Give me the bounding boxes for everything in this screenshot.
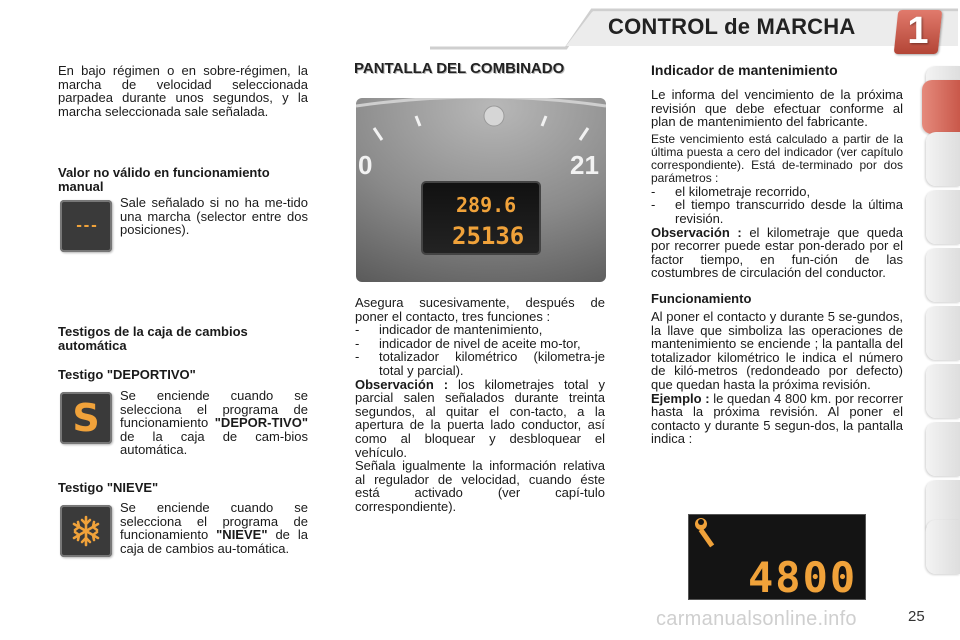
trip-odometer-readout: 289.6 xyxy=(456,193,517,217)
maintenance-p1: Le informa del vencimiento de la próxima revisión que debe efectuar conforme al plan de mantenimiento del fabricante. xyxy=(651,87,903,130)
sport-mode-icon xyxy=(60,392,112,444)
list-item: - el tiempo transcurrido desde la última revisión. xyxy=(651,197,903,226)
page-number: 25 xyxy=(908,608,925,625)
invalid-value-heading: Valor no válido en funcionamiento manual xyxy=(58,165,270,194)
snow-text-bold: "NIEVE" xyxy=(216,527,268,543)
invalid-value-text: Sale señalado si no ha me-tido una marcha (selector entre dos posiciones). xyxy=(120,195,308,238)
snowflake-icon xyxy=(60,505,112,557)
sport-mode-heading: Testigo "DEPORTIVO" xyxy=(58,367,196,382)
page-title: CONTROL de MARCHA xyxy=(608,14,856,39)
section-tab[interactable] xyxy=(926,190,960,244)
section-tab[interactable] xyxy=(926,422,960,476)
maintenance-display-photo xyxy=(688,514,866,600)
snow-mode-heading: Testigo "NIEVE" xyxy=(58,480,159,495)
observation-text: el kilometraje que queda por recorrer puede estar pon-derado por el factor tiempo, en fun-ción de las costumbres de circulación del conductor. xyxy=(651,224,903,281)
operation-heading: Funcionamiento xyxy=(651,290,752,306)
list-item-text: indicador de mantenimiento, xyxy=(379,322,543,338)
maintenance-heading: Indicador de mantenimiento xyxy=(651,62,838,78)
list-item: - el kilometraje recorrido, xyxy=(651,183,811,199)
example-label: Ejemplo : xyxy=(651,390,710,406)
sport-mode-text xyxy=(120,389,308,457)
instrument-display-heading xyxy=(354,60,614,78)
maintenance-text xyxy=(651,88,903,446)
list-item-text: totalizador kilométrico (kilometra-je total y parcial). xyxy=(379,349,605,378)
list-item: - indicador de mantenimiento, xyxy=(355,322,543,338)
sport-text-bold: "DEPOR-TIVO" xyxy=(214,415,308,431)
sport-text-a: Se enciende cuando se selecciona el programa de funcionamiento xyxy=(120,388,308,431)
observation-text: los kilometrajes total y parcial salen señalados durante treinta segundos, al quitar el con-tacto, a la apertura de la puerta lado conductor, así como al bloquear y desbloquear el vehículo. xyxy=(355,376,605,460)
cruise-control-note: Señala igualmente la información relativa al regulador de velocidad, cuando éste está activado (ver capí-tulo correspondiente). xyxy=(355,458,605,514)
dial-number-left: 0 xyxy=(358,150,373,180)
watermark: carmanualsonline.info xyxy=(656,608,857,630)
list-item-text: el kilometraje recorrido, xyxy=(675,183,811,199)
example-body: le quedan 4 800 km. por recorrer hasta la próxima revisión. Al poner el contacto y durante 5 segun-dos, la pantalla indica : xyxy=(651,390,903,447)
km-remaining-readout: 4800 xyxy=(748,553,858,600)
total-odometer-readout: 25136 xyxy=(452,222,525,250)
maintenance-observation xyxy=(651,226,903,280)
cluster-functions-text xyxy=(355,296,605,514)
cluster-intro: Asegura sucesivamente, después de poner el contacto, tres funciones : xyxy=(355,295,605,324)
sport-letter: S xyxy=(72,396,100,440)
sport-text-b: de la caja de cam-bios automática. xyxy=(120,428,308,458)
snow-text-a: Se enciende cuando se selecciona el programa de funcionamiento xyxy=(120,500,308,543)
instrument-cluster-photo xyxy=(356,98,606,282)
section-tab[interactable] xyxy=(926,248,960,302)
section-tab-rail xyxy=(926,66,960,574)
dial-number-right: 21 xyxy=(570,150,599,180)
maintenance-p2: Este vencimiento está calculado a partir de la última puesta a cero del indicador (ver capítulo correspondiente). Está de-terminado por dos parámetros : xyxy=(651,131,903,185)
section-tab[interactable] xyxy=(926,306,960,360)
observation-label: Observación : xyxy=(355,376,449,392)
auto-gearbox-heading: Testigos de la caja de cambios automática xyxy=(58,324,248,353)
section-tab-active[interactable] xyxy=(922,80,960,134)
section-tab[interactable] xyxy=(926,520,960,574)
chapter-number: 1 xyxy=(907,10,929,52)
invalid-gear-display: --- xyxy=(74,218,98,234)
list-item-text: indicador de nivel de aceite mo-tor, xyxy=(379,335,581,351)
list-item: - indicador de nivel de aceite mo-tor, xyxy=(355,335,581,351)
observation-label: Observación : xyxy=(651,224,742,240)
invalid-gear-icon xyxy=(60,200,112,252)
snow-mode-text xyxy=(120,501,308,555)
example-text xyxy=(651,392,903,446)
snow-text-b: de la caja de cambios au-tomática. xyxy=(120,527,308,556)
operation-text: Al poner el contacto y durante 5 se-gundos, la llave que simboliza las operaciones de mantenimiento se enciende ; la pantalla del totalizador kilométrico le indica el número de kiló-metros (redondeado por defecto) que quedan hasta la próxima revisión. xyxy=(651,308,903,392)
list-item: - totalizador kilométrico (kilometra-je total y parcial). xyxy=(355,349,605,378)
intro-paragraph: En bajo régimen o en sobre-régimen, la marcha de velocidad seleccionada parpadea durante unos segundos, y la marcha seleccionada sale señalada. xyxy=(58,63,308,119)
section-tab[interactable] xyxy=(926,132,960,186)
instrument-heading-text: PANTALLA DEL COMBINADO xyxy=(354,60,565,77)
section-tab[interactable] xyxy=(926,364,960,418)
list-item-text: el tiempo transcurrido desde la última revisión. xyxy=(675,197,903,226)
cluster-observation xyxy=(355,378,605,460)
